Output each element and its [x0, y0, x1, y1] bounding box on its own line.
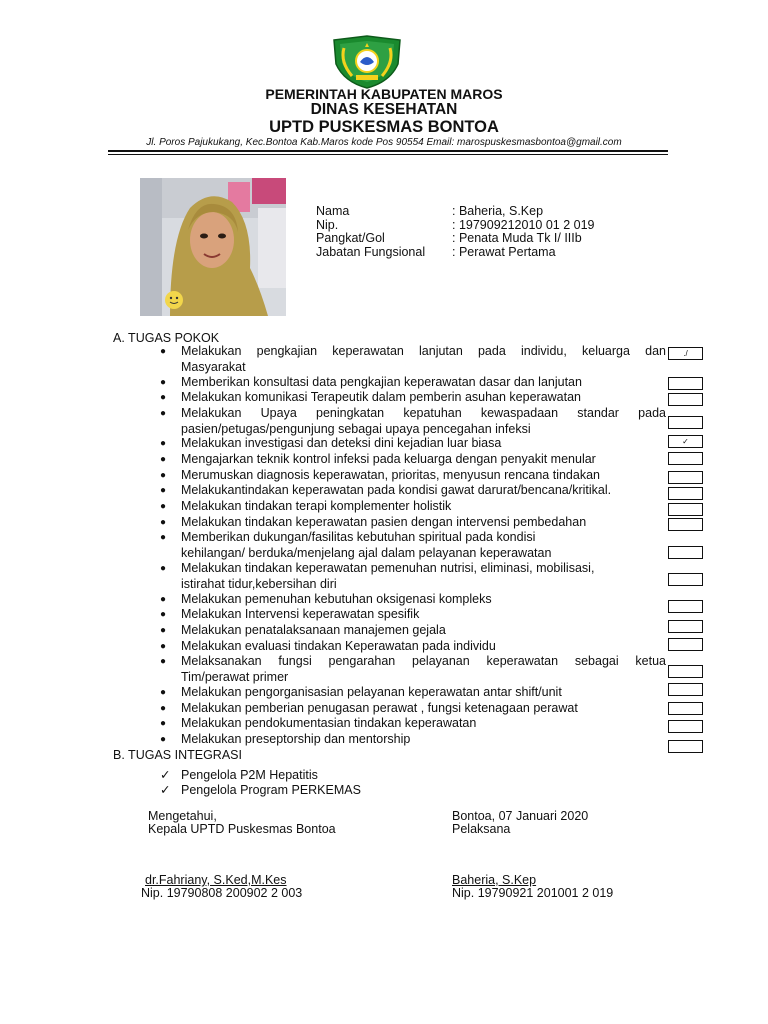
acknowledged-label: Mengetahui,: [148, 809, 217, 823]
task-item: ● Melakukan pemberian penugasan perawat , fungsi ketenagaan perawat: [160, 701, 578, 715]
employee-photo: [140, 178, 286, 316]
task-checkbox[interactable]: [668, 702, 703, 715]
task-checkbox[interactable]: [668, 740, 703, 753]
task-item: ● Melaksanakan fungsi pengarahan pelayanan keperawatan sebagai ketua Tim/perawat primer: [160, 654, 666, 684]
head-title: Kepala UPTD Puskesmas Bontoa: [148, 822, 336, 836]
office-title: DINAS KESEHATAN: [310, 101, 458, 118]
task-item: ● Melakukan penatalaksanaan manajemen gejala: [160, 623, 446, 637]
place-date: Bontoa, 07 Januari 2020: [452, 809, 589, 823]
position-value: : Perawat Pertama: [452, 244, 556, 259]
task-item: ● Melakukan pendokumentasian tindakan keperawatan: [160, 716, 477, 730]
task-checkbox[interactable]: [668, 683, 703, 696]
nip-label: Nip.: [316, 217, 339, 232]
task-checkbox[interactable]: [668, 600, 703, 613]
task-item: ● Melakukan tindakan terapi komplementer holistik: [160, 499, 452, 513]
task-item: ● Melakukan tindakan keperawatan pemenuhan nutrisi, eliminasi, mobilisasi, istirahat tidur,kebersihan diri: [160, 561, 595, 591]
section-b-title: B. TUGAS INTEGRASI: [113, 748, 242, 762]
executor-nip: Nip. 19790921 201001 2 019: [452, 886, 614, 900]
task-checkbox[interactable]: [668, 665, 703, 678]
task-checkbox[interactable]: [668, 573, 703, 586]
task-item: ● Melakukan tindakan keperawatan pasien dengan intervensi pembedahan: [160, 515, 587, 529]
head-nip: Nip. 19790808 200902 2 003: [141, 886, 303, 900]
task-item: ● Mengajarkan teknik kontrol infeksi pada keluarga dengan penyakit menular: [160, 452, 596, 466]
task-checkbox[interactable]: [668, 471, 703, 484]
header-divider-thin: [108, 154, 668, 155]
rank-value: : Penata Muda Tk I/ IIIb: [452, 231, 582, 245]
task-item: ● Melakukan investigasi dan deteksi dini kejadian luar biasa: [160, 436, 502, 450]
task-checkbox[interactable]: [668, 546, 703, 559]
task-item: ● Melakukantindakan keperawatan pada kondisi gawat darurat/bencana/kritikal.: [160, 483, 612, 497]
executor-name: Baheria, S.Kep: [452, 873, 537, 887]
task-item: ● Melakukan komunikasi Terapeutik dalam pemberin asuhan keperawatan: [160, 390, 581, 404]
task-checkbox[interactable]: [668, 452, 703, 465]
unit-title: UPTD PUSKESMAS BONTOA: [269, 118, 499, 136]
header-divider: [108, 150, 668, 152]
check-icon: ✓: [160, 768, 171, 782]
integration-item: ✓ Pengelola Program PERKEMAS: [160, 783, 361, 797]
regency-emblem-icon: [330, 34, 404, 90]
task-item: ● Melakukan pengorganisasian pelayanan keperawatan antar shift/unit: [160, 685, 562, 699]
task-checkbox[interactable]: [668, 720, 703, 733]
task-checkbox[interactable]: [668, 503, 703, 516]
position-label: Jabatan Fungsional: [316, 244, 426, 259]
name-label: Nama: [316, 204, 350, 218]
task-checkbox[interactable]: ./: [668, 347, 703, 360]
task-checkbox[interactable]: [668, 416, 703, 429]
task-item: ● Melakukan pengkajian keperawatan lanjutan pada individu, keluarga dan Masyarakat: [160, 344, 666, 374]
government-title: PEMERINTAH KABUPATEN MAROS: [265, 86, 503, 102]
task-item: ● Melakukan Upaya peningkatan kepatuhan kewaspadaan standar pada pasien/petugas/pengunjung sebagai upaya pencegahan infeksi: [160, 406, 666, 436]
task-item: ● Melakukan evaluasi tindakan Keperawatan pada individu: [160, 639, 496, 653]
task-item: ● Memberikan dukungan/fasilitas kebutuhan spiritual pada kondisi kehilangan/ berduka/menjelang ajal dalam pelayanan keperawatan: [160, 530, 552, 560]
task-item: ● Merumuskan diagnosis keperawatan, prioritas, menyusun rencana tindakan: [160, 468, 600, 482]
task-item: ● Melakukan preseptorship dan mentorship: [160, 732, 411, 746]
task-checkbox[interactable]: [668, 393, 703, 406]
check-icon: ✓: [160, 783, 171, 797]
integration-item: ✓ Pengelola P2M Hepatitis: [160, 768, 318, 782]
task-checkbox[interactable]: [668, 487, 703, 500]
name-value: : Baheria, S.Kep: [452, 204, 544, 218]
task-checkbox[interactable]: [668, 377, 703, 390]
task-checkbox[interactable]: [668, 518, 703, 531]
section-a-title: A. TUGAS POKOK: [113, 331, 220, 345]
task-checkbox[interactable]: [668, 620, 703, 633]
executor-label: Pelaksana: [452, 822, 511, 836]
rank-label: Pangkat/Gol: [316, 231, 385, 245]
task-item: ● Memberikan konsultasi data pengkajian keperawatan dasar dan lanjutan: [160, 375, 582, 389]
task-item: ● Melakukan pemenuhan kebutuhan oksigenasi kompleks: [160, 592, 492, 606]
office-address: Jl. Poros Pajukukang, Kec.Bontoa Kab.Maros kode Pos 90554 Email: marospuskesmasbontoa@gmail.com: [146, 137, 622, 148]
task-checkbox[interactable]: [668, 638, 703, 651]
task-checkbox[interactable]: ✓: [668, 435, 703, 448]
nip-value: : 197909212010 01 2 019: [452, 217, 595, 232]
head-name: dr.Fahriany, S.Ked,M.Kes: [145, 873, 287, 887]
task-item: ● Melakukan Intervensi keperawatan spesifik: [160, 607, 420, 621]
